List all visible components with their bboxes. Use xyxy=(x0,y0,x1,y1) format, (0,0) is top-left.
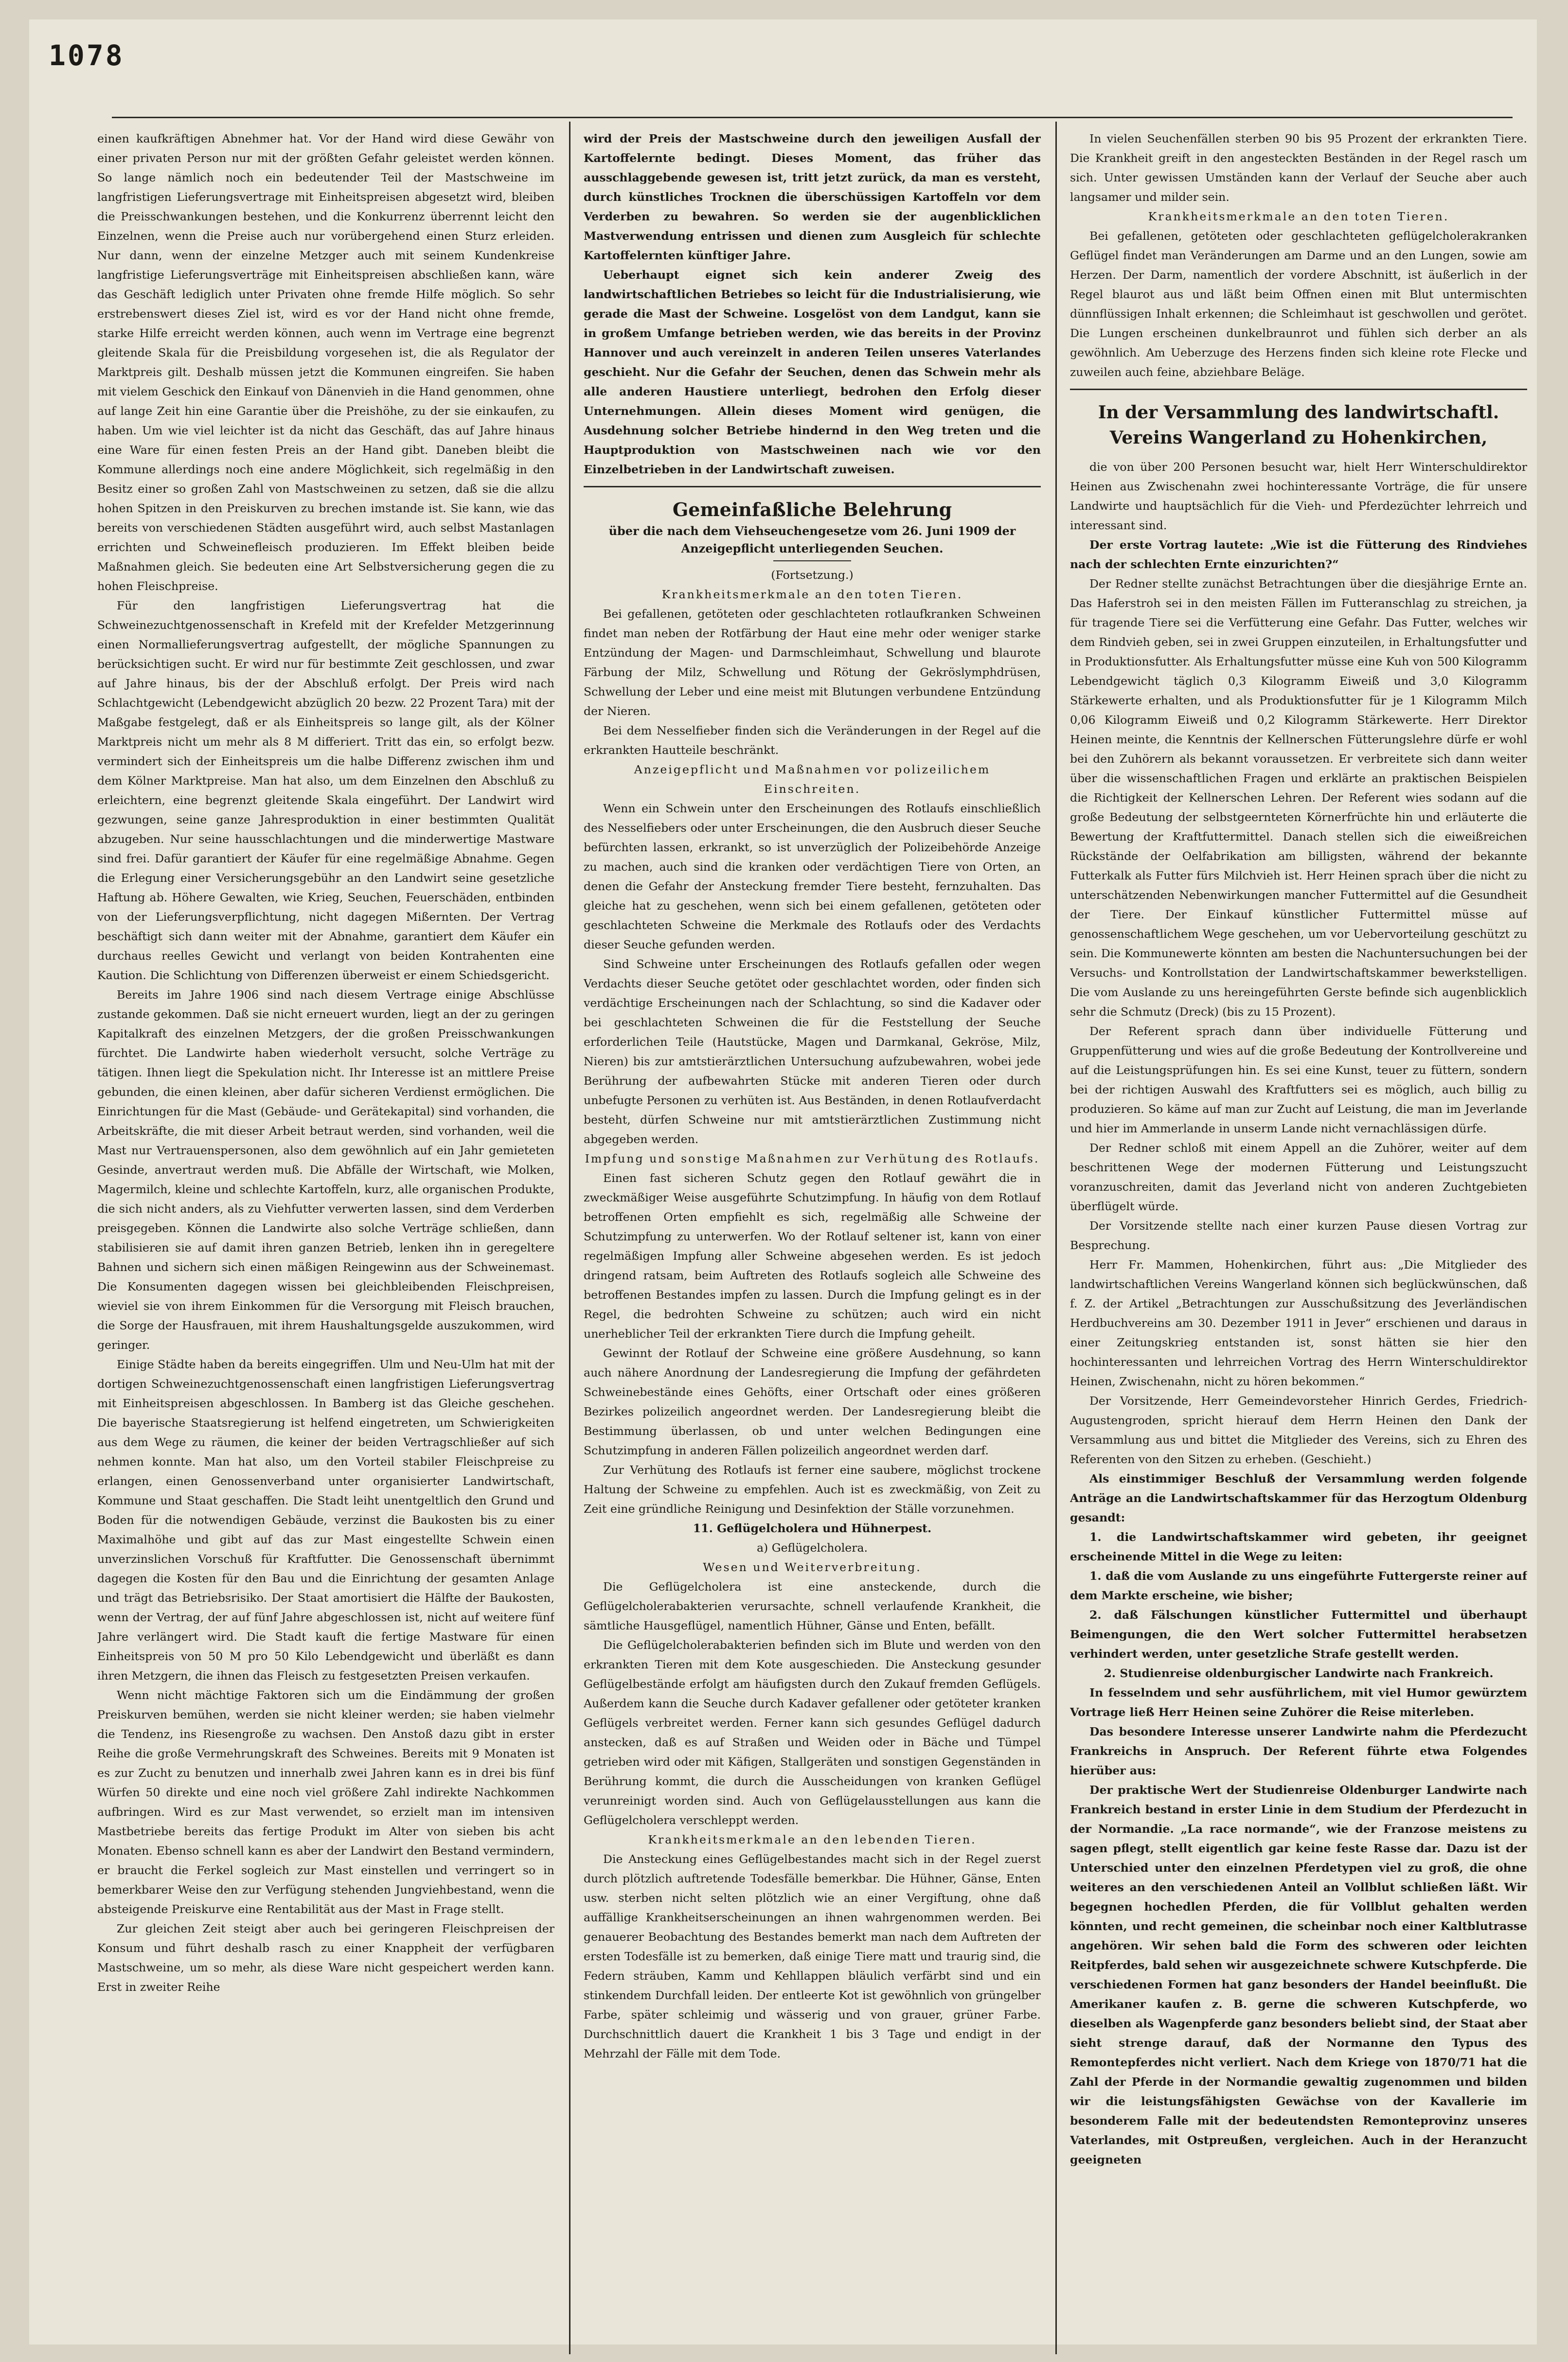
paragraph: Der erste Vortrag lautete: „Wie ist die Fütterung des Rindviehes nach der schlechten Ernte einzurichten?“ xyxy=(1070,538,1527,571)
paragraph: Für den langfristigen Lieferungsvertrag hat die Schweinezuchtgenossenschaft in Krefeld mit der Krefelder Metzgerinnung einen Normallieferungsvertrag aufgestellt, der mögliche Spannungen zu berücksichtigen sucht. Er wird nur für bestimmte Zeit geschlossen, und zwar auf Jahre hinaus, bis der der Abschluß erfolgt. Der Preis wird nach Schlachtgewicht (Lebendgewicht abzüglich 20 bezw. 22 Prozent Tara) mit der Maßgabe festgelegt, daß er als Einheitspreis so lange gilt, als der Kölner Marktpreis nicht um mehr als 8 M differiert. Tritt das ein, so erfolgt bezw. vermindert sich der Einheitspreis um die halbe Differenz zwischen ihm und dem Kölner Marktpreise. Man hat also, um dem Einzelnen den Abschluß zu erleichtern, eine begrenzt gleitende Skala eingeführt. Der Landwirt wird gezwungen, seine ganze Jahresproduktion in einer bestimmten Qualität abzugeben. Nur seine hausschlachtungen und die minderwertige Mastware sind frei. Dafür garantiert der Käufer für eine regelmäßige Abnahme. Gegen die Erlegung einer Versicherungsgebühr an den Landwirt seine gesetzliche Haftung ab. Höhere Gewalten, wie Krieg, Seuchen, Feuerschäden, entbinden von der Lieferungsverpflichtung, nicht dagegen Mißernten. Der Vertrag beschäftigt sich dann weiter mit der Abnahme, garantiert dem Käufer ein durchaus reelles Gewicht und verlangt von beiden Kontrahenten eine Kaution. Die Schlichtung von Differenzen überweist er einem Schiedsgericht. xyxy=(97,599,554,982)
paragraph: Einen fast sicheren Schutz gegen den Rotlauf gewährt die in zweckmäßiger Weise ausgeführte Schutzimpfung. In häufig von dem Rotlauf betroffenen Orten empfiehlt es sich, regelmäßig alle Schweine der Schutzimpfung zu unterwerfen. Wo der Rotlauf seltener ist, kann von einer regelmäßigen Impfung aller Schweine abgesehen werden. Es ist jedoch dringend ratsam, beim Auftreten des Rotlaufs sogleich alle Schweine des betroffenen Bestandes impfen zu lassen. Durch die Impfung gelingt es in der Regel, die bedrohten Schweine zu schützen; auch wird ein nicht unerheblicher Teil der erkrankten Tiere durch die Impfung geheilt. xyxy=(584,1171,1041,1341)
article-subheading: über die nach dem Viehseuchengesetze vom 26. Juni 1909 der Anzeigepflicht unterliegenden Seuchen. xyxy=(608,524,1016,555)
short-divider xyxy=(773,560,851,561)
continuation-note: (Fortsetzung.) xyxy=(771,568,854,582)
paragraph: Das besondere Interesse unserer Landwirte nahm die Pferdezucht Frankreichs in Anspruch. Der Referent führte etwa Folgendes hierüber aus: xyxy=(1070,1725,1527,1777)
paragraph: 1. die Landwirtschaftskammer wird gebeten, ihr geeignet erscheinende Mittel in die Wege zu leiten: xyxy=(1070,1530,1527,1563)
section-divider xyxy=(584,486,1041,487)
paragraph: Einige Städte haben da bereits eingegriffen. Ulm und Neu-Ulm hat mit der dortigen Schweinezuchtgenossenschaft einen langfristigen Lieferungsvertrag mit Einheitspreisen abgeschlossen. In Bamberg ist das Gleiche geschehen. Die bayerische Staatsregierung ist helfend eingetreten, um Schwierigkeiten aus dem Wege zu räumen, die keiner der beiden Vertragschließer auf sich nehmen konnte. Man hat also, um den Vorteil stabiler Fleischpreise zu erlangen, einen Genossenverband unter organisierter Landwirtschaft, Kommune und Staat geschaffen. Die Stadt leiht unentgeltlich den Grund und Boden für die notwendigen Gebäude, verzinst die Baukosten bis zu einer Maximalhöhe und gibt auf das zur Mast eingestellte Schwein einen unverzinslichen Vorschuß für Kraftfutter. Die Genossenschaft übernimmt dagegen die Kosten für den Bau und die Einrichtung der gesamten Anlage und trägt das Betriebsrisiko. Der Staat amortisiert die Hälfte der Baukosten, wenn der Vertrag, der auf fünf Jahre abgeschlossen ist, nicht auf weitere fünf Jahre verlängert wird. Die Stadt kauft die fertige Mastware für einen Einheitspreis von 50 M pro 50 Kilo Lebendgewicht und überläßt es dann ihren Metzgern, die ihnen das Fleisch zu festgesetzten Preisen verkaufen. xyxy=(97,1358,554,1682)
paragraph: die von über 200 Personen besucht war, hielt Herr Winterschuldirektor Heinen aus Zwischenahn zwei hochinteressante Vorträge, die für unsere Landwirte und hauptsächlich für die Vieh- und Pferdezüchter lehrreich und interessant sind. xyxy=(1070,460,1527,532)
newspaper-page xyxy=(29,19,1537,2344)
paragraph: 1. daß die vom Auslande zu uns eingeführte Futtergerste reiner auf dem Markte erscheine, wie bisher; xyxy=(1070,1569,1527,1602)
section-heading: Anzeigepflicht und Maßnahmen vor polizeilichem Einschreiten. xyxy=(634,763,991,796)
page-number: 1078 xyxy=(49,39,125,72)
section-heading: Impfung und sonstige Maßnahmen zur Verhütung des Rotlaufs. xyxy=(585,1152,1040,1165)
column-rule-2 xyxy=(1055,122,1057,2354)
column-rule-1 xyxy=(569,122,570,2354)
paragraph: Der Vorsitzende, Herr Gemeindevorsteher Hinrich Gerdes, Friedrich-Augustengroden, spricht hierauf dem Herrn Heinen den Dank der Versammlung aus und bittet die Mitglieder des Vereins, sich zu Ehren des Referenten von den Sitzen zu erheben. (Geschieht.) xyxy=(1070,1394,1527,1466)
article-heading: In der Versammlung des landwirtschaftl. Vereins Wangerland zu Hohenkirchen, xyxy=(1098,402,1499,448)
paragraph: Sind Schweine unter Erscheinungen des Rotlaufs gefallen oder wegen Verdachts dieser Seuche getötet oder geschlachtet worden, oder finden sich verdächtige Erscheinungen nach der Schlachtung, so sind die Kadaver oder bei geschlachteten Schweinen die für die Feststellung der Seuche erforderlichen Teile (Hautstücke, Magen und Darmkanal, Gekröse, Milz, Nieren) bis zur amtstierärztlichen Untersuchung aufzubewahren, wobei jede Berührung der aufbewahrten Stücke mit anderen Tieren oder durch unbefugte Personen zu verhüten ist. Aus Beständen, in denen Rotlaufverdacht besteht, dürfen Schweine nur mit amtstierärztlichen Zustimmung nicht abgegeben werden. xyxy=(584,957,1041,1146)
paragraph: Wenn ein Schwein unter den Erscheinungen des Rotlaufs einschließlich des Nesselfiebers oder unter Erscheinungen, die den Ausbruch dieser Seuche befürchten lassen, erkrankt, so ist unverzüglich der Polizeibehörde Anzeige zu machen, auch sind die kranken oder verdächtigen Tiere von Orten, an denen die Gefahr der Ansteckung fremder Tiere besteht, fernzuhalten. Das gleiche hat zu geschehen, wenn sich bei einem gefallenen, getöteten oder geschlachteten Schweine die Merkmale des Rotlaufs oder des Verdachts dieser Seuche gefunden werden. xyxy=(584,802,1041,951)
paragraph: Der praktische Wert der Studienreise Oldenburger Landwirte nach Frankreich bestand in erster Linie in dem Studium der Pferdezucht in der Normandie. „La race normande“, wie der Franzose meistens zu sagen pflegt, stellt eigentlich gar keine feste Rasse dar. Dazu ist der Unterschied unter den einzelnen Pferdetypen viel zu groß, die ohne weiteres an den verschiedenen Anteil an Vollblut schließen läßt. Wir begegnen hochedlen Pferden, die für Vollblut gehalten werden könnten, und recht gemeinen, die scheinbar noch einer Kaltblutrasse angehören. Wir sehen bald die Form des schweren oder leichten Reitpferdes, bald sehen wir ausgezeichnete schwere Kutschpferde. Die verschiedenen Formen hat ganz besonders der Handel beeinflußt. Die Amerikaner kaufen z. B. gerne die schweren Kutschpferde, wo dieselben als Wagenpferde ganz besonders beliebt sind, der Staat aber sieht strenge darauf, daß der Normanne den Typus des Remontepferdes nicht verliert. Nach dem Kriege von 1870/71 hat die Zahl der Pferde in der Normandie gewaltig zugenommen und bilden wir die leistungsfähigsten Gewächse von der Kavallerie im besonderem Falle mit der bedeutendsten Remonteprovinz unseres Vaterlandes, mit Ostpreußen, vergleichen. Auch in der Heranzucht geeigneten xyxy=(1070,1783,1527,2166)
paragraph: einen kaufkräftigen Abnehmer hat. Vor der Hand wird diese Gewähr von einer privaten Person nur mit der größten Gefahr geleistet werden können. So lange nämlich noch ein bedeutender Teil der Mastschweine im langfristigen Lieferungsvertrage mit Einheitspreisen abgesetzt wird, bleiben die Preisschwankungen bestehen, und die Konkurrenz überrennt leicht den Einzelnen, wenn die Preise auch nur vorübergehend einen Sturz erleiden. Nur dann, wenn der einzelne Metzger auch mit seinem Kundenkreise langfristige Lieferungsverträge mit Einheitspreisen abschließen kann, wäre das Geschäft lediglich unter Privaten ohne fremde Hilfe möglich. So sehr erstrebenswert dieses Ziel ist, wird es vor der Hand nicht ohne fremde, starke Hilfe erreicht werden können, auch wenn im Vertrage eine begrenzt gleitende Skala für die Preisbildung vorgesehen ist, die als Regulator der Marktpreis gilt. Deshalb müssen jetzt die Kommunen eingreifen. Sie haben mit vielem Geschick den Einkauf von Dänenvieh in die Hand genommen, ohne auf lange Zeit hin eine Garantie über die Preishöhe, zu der sie einkaufen, zu haben. Um wie viel leichter ist da nicht das Geschäft, das auf Jahre hinaus eine Ware für einen festen Preis an der Hand gibt. Daneben bleibt die Kommune allerdings noch eine andere Möglichkeit, sich regelmäßig in den Besitz einer so großen Zahl von Mastschweinen zu setzen, daß sie die allzu hohen Spitzen in den Preiskurven zu brechen imstande ist. Sie kann, wie das bereits von verschiedenen Städten ausgeführt wird, auch selbst Mastanlagen errichten und Schweinefleisch produzieren. Im Effekt bleiben beide Maßnahmen gleich. Sie bedeuten eine Art Selbstversicherung gegen die zu hohen Fleischpreise. xyxy=(97,132,554,593)
paragraph: Gewinnt der Rotlauf der Schweine eine größere Ausdehnung, so kann auch nähere Anordnung der Landesregierung die Impfung der gefährdeten Schweinebestände eines Gehöfts, einer Ortschaft oder eines größeren Bezirkes polizeilich angeordnet werden. Der Landesregierung bleibt die Bestimmung überlassen, ob und unter welchen Bedingungen eine Schutzimpfung in anderen Fällen polizeilich angeordnet werden darf. xyxy=(584,1346,1041,1457)
paragraph: Der Redner schloß mit einem Appell an die Zuhörer, weiter auf dem beschrittenen Wege der modernen Fütterung und Leistungszucht voranzuschreiten, damit das Jeverland nicht von anderen Zuchtgebieten überflügelt würde. xyxy=(1070,1141,1527,1213)
article-heading: Gemeinfaßliche Belehrung xyxy=(672,499,952,520)
header-rule xyxy=(112,117,1513,118)
paragraph: wird der Preis der Mastschweine durch den jeweiligen Ausfall der Kartoffelernte bedingt. Dieses Moment, das früher das ausschlaggebende gewesen ist, tritt jetzt zurück, da man es versteht, durch künstliches Trocknen die überschüssigen Kartoffeln vor dem Verderben zu bewahren. So werden sie der augenblicklichen Mastverwendung entrissen und dienen zum Ausgleich für schlechte Kartoffelernten künftiger Jahre. xyxy=(584,132,1041,262)
column-1 xyxy=(97,129,554,2347)
paragraph: Herr Fr. Mammen, Hohenkirchen, führt aus: „Die Mitglieder des landwirtschaftlichen Vereins Wangerland können sich beglückwünschen, daß f. Z. der Artikel „Betrachtungen zur Ausschußsitzung des Jeverländischen Herdbuchvereins am 30. Dezember 1911 in Jever“ erschienen und daraus in einer Zeitungskrieg entstanden ist, sonst hätten sie hier den hochinteressanten und lehrreichen Vortrag des Herrn Winterschuldirektor Heinen, Zwischenahn, nicht zu hören bekommen.“ xyxy=(1070,1258,1527,1388)
paragraph: Bei gefallenen, getöteten oder geschlachteten geflügelcholerakranken Geflügel findet man Veränderungen am Darme und an den Lungen, sowie am Herzen. Der Darm, namentlich der vordere Abschnitt, ist äußerlich in der Regel blaurot aus und läßt beim Offnen einen mit Blut untermischten dünnflüssigen Inhalt erkennen; die Schleimhaut ist geschwollen und gerötet. Die Lungen erscheinen dunkelbraunrot und fühlen sich derber an als gewöhnlich. Am Ueberzuge des Herzens finden sich kleine rote Flecke und zuweilen auch feine, abziehbare Beläge. xyxy=(1070,229,1527,379)
paragraph: 2. daß Fälschungen künstlicher Futtermittel und überhaupt Beimengungen, die den Wert solcher Futtermittel herabsetzen verhindert werden, unter gesetzliche Strafe gestellt werden. xyxy=(1070,1608,1527,1661)
paragraph: Die Ansteckung eines Geflügelbestandes macht sich in der Regel zuerst durch plötzlich auftretende Todesfälle bemerkbar. Die Hühner, Gänse, Enten usw. sterben nicht selten plötzlich wie an einer Vergiftung, ohne daß auffällige Krankheitserscheinungen an ihnen wahrgenommen werden. Bei genauerer Beobachtung des Bestandes bemerkt man nach dem Auftreten der ersten Todesfälle ist zu bemerken, daß einige Tiere matt und traurig sind, die Federn sträuben, Kamm und Kehllappen bläulich verfärbt sind und ein stinkendem Durchfall leiden. Der entleerte Kot ist gewöhnlich von grüngelber Farbe, später schleimig und wässerig und von grauer, grüner Farbe. Durchschnittlich dauert die Krankheit 1 bis 3 Tage und endigt in der Mehrzahl der Fälle mit dem Tode. xyxy=(584,1852,1041,2060)
paragraph: Zur gleichen Zeit steigt aber auch bei geringeren Fleischpreisen der Konsum und führt deshalb rasch zu einer Knappheit der verfügbaren Mastschweine, um so mehr, als diese Ware nicht gespeichert werden kann. Erst in zweiter Reihe xyxy=(97,1922,554,1994)
paragraph: Die Geflügelcholerabakterien befinden sich im Blute und werden von den erkrankten Tieren mit dem Kote ausgeschieden. Die Ansteckung gesunder Geflügelbestände erfolgt am häufigsten durch den Zukauf fremden Geflügels. Außerdem kann die Seuche durch Kadaver gefallener oder getöteter kranken Geflügels verbreitet werden. Ferner kann sich gesundes Geflügel dadurch anstecken, daß es auf Straßen und Weiden oder in Bäche und Tümpel getrieben wird oder mit Käfigen, Stallgeräten und sonstigen Gegenständen in Berührung kommt, die durch die Ausscheidungen von kranken Geflügel verunreinigt worden sind. Auch von Geflügelausstellungen aus kann die Geflügelcholera verschleppt werden. xyxy=(584,1638,1041,1827)
section-heading: Krankheitsmerkmale an den lebenden Tieren. xyxy=(648,1833,977,1846)
section-number-heading: 2. Studienreise oldenburgischer Landwirte nach Frankreich. xyxy=(1104,1666,1494,1680)
paragraph: Bereits im Jahre 1906 sind nach diesem Vertrage einige Abschlüsse zustande gekommen. Daß sie nicht erneuert wurden, liegt an der zu geringen Kapitalkraft des einzelnen Metzgers, der die großen Preisschwankungen fürchtet. Die Landwirte haben wiederholt versucht, solche Verträge zu tätigen. Ihnen liegt die Spekulation nicht. Ihr Interesse ist an mittlere Preise gebunden, die einen kleinen, aber dafür sicheren Verdienst ermöglichen. Die Einrichtungen für die Mast (Gebäude- und Gerätekapital) sind vorhanden, die Arbeitskräfte, die mit dieser Arbeit betraut werden, sind vorhanden, weil die Mast nur Vertrauenspersonen, also dem gewöhnlich auf ein Jahr gemieteten Gesinde, anvertraut werden muß. Die Abfälle der Wirtschaft, wie Molken, Magermilch, kleine und schlechte Kartoffeln, kurz, alle organischen Produkte, die sich nicht anders, als zu Viehfutter verwerten lassen, sind dem Verderben preisgegeben. Können die Landwirte also solche Verträge schließen, dann stabilisieren sie auf damit ihren ganzen Betrieb, lenken ihn in geregeltere Bahnen und sichern sich einen mäßigen Reingewinn aus der Schweinemast. Die Konsumenten dagegen wissen bei gleichbleibenden Fleischpreisen, wieviel sie von ihrem Einkommen für die Versorgung mit Fleisch brauchen, die Sorge der Hausfrauen, mit ihrem Haushaltungsgelde auszukommen, wird geringer. xyxy=(97,988,554,1352)
paragraph: Bei dem Nesselfieber finden sich die Veränderungen in der Regel auf die erkrankten Hautteile beschränkt. xyxy=(584,724,1041,757)
column-3 xyxy=(1070,129,1527,2347)
paragraph: Als einstimmiger Beschluß der Versammlung werden folgende Anträge an die Landwirtschaftskammer für das Herzogtum Oldenburg gesandt: xyxy=(1070,1472,1527,1524)
column-2 xyxy=(584,129,1041,2347)
paragraph: Die Geflügelcholera ist eine ansteckende, durch die Geflügelcholerabakterien verursachte, schnell verlaufende Krankheit, die sämtliche Hausgeflügel, namentlich Hühner, Gänse und Enten, befällt. xyxy=(584,1580,1041,1632)
paragraph: Zur Verhütung des Rotlaufs ist ferner eine saubere, möglichst trockene Haltung der Schweine zu empfehlen. Auch ist es zweckmäßig, von Zeit zu Zeit eine gründliche Reinigung und Desinfektion der Ställe vorzunehmen. xyxy=(584,1463,1041,1516)
paragraph: In fesselndem und sehr ausführlichem, mit viel Humor gewürztem Vortrage ließ Herr Heinen seine Zuhörer die Reise miterleben. xyxy=(1070,1686,1527,1719)
paragraph: Wenn nicht mächtige Faktoren sich um die Eindämmung der großen Preiskurven bemühen, werden sie nicht kleiner werden; sie haben vielmehr die Tendenz, ins Riesengroße zu wachsen. Den Anstoß dazu gibt in erster Reihe die große Vermehrungskraft des Schweines. Bereits mit 9 Monaten ist es zur Zucht zu benutzen und innerhalb zwei Jahren kann es in drei bis fünf Würfen 50 direkte und eine noch viel größere Zahl indirekte Nachkommen aufbringen. Wird es zur Mast verwendet, so erzielt man im intensiven Mastbetriebe bereits das fertige Produkt im Alter von sieben bis acht Monaten. Ebenso schnell kann es aber der Landwirt den Bestand vermindern, er braucht die Ferkel sogleich zur Mast einstellen und verringert so in bemerkbarer Weise den zur Verfügung stehenden Jungviehbestand, wenn die absteigende Preiskurve eine Rentabilität aus der Mast in Frage stellt. xyxy=(97,1688,554,1916)
paragraph: Ueberhaupt eignet sich kein anderer Zweig des landwirtschaftlichen Betriebes so leicht für die Industrialisierung, wie gerade die Mast der Schweine. Losgelöst von dem Landgut, kann sie in großem Umfange betrieben werden, wie das bereits in der Provinz Hannover und auch vereinzelt in anderen Teilen unseres Vaterlandes geschieht. Nur die Gefahr der Seuchen, denen das Schwein mehr als alle anderen Haustiere unterliegt, bedrohen den Erfolg dieser Unternehmungen. Allein dieses Moment wird genügen, die Ausdehnung solcher Betriebe hindernd in den Weg treten und die Hauptproduktion von Mastschweinen nach wie vor den Einzelbetrieben in der Landwirtschaft zuweisen. xyxy=(584,268,1041,476)
section-heading: Krankheitsmerkmale an den toten Tieren. xyxy=(1148,210,1449,223)
section-heading: Wesen und Weiterverbreitung. xyxy=(703,1560,922,1574)
section-heading: Krankheitsmerkmale an den toten Tieren. xyxy=(661,588,963,601)
paragraph: Der Redner stellte zunächst Betrachtungen über die diesjährige Ernte an. Das Haferstroh sei in den meisten Fällen im Futteranschlag zu streichen, ja für tragende Tiere sei die Verfütterung eine Gefahr. Das Futter, welches wir dem Rindvieh geben, sei in zwei Gruppen einzuteilen, in Erhaltungsfutter und in Produktionsfutter. Als Erhaltungsfutter müsse eine Kuh von 500 Kilogramm Lebendgewicht täglich 0,3 Kilogramm Eiweiß und 3,0 Kilogramm Stärkewerte erhalten, und als Produktionsfutter für je 1 Kilogramm Milch 0,06 Kilogramm Eiweiß und 0,2 Kilogramm Stärkewerte. Herr Direktor Heinen meinte, die Kenntnis der Kellnerschen Fütterungslehre dürfe er wohl bei den Zuhörern als bekannt voraussetzen. Er verbreitete sich dann weiter über die wissenschaftlichen Fragen und erklärte an praktischen Beispielen die Richtigkeit der Kellnerschen Lehren. Der Referent wies sodann auf die große Bedeutung der selbstgeernteten Körnerfrüchte hin und erläuterte die Bewertung der Kraftfuttermittel. Danach stellen sich die eiweißreichen Rückstände der Oelfabrikation am billigsten, während der bekannte Futterkalk als Futter fürs Milchvieh ist. Herr Heinen sprach über die nicht zu unterschätzenden Nebenwirkungen mancher Futtermittel auf die Gesundheit der Tiere. Der Einkauf künstlicher Futtermittel müsse auf genossenschaftlichem Wege geschehen, um vor Uebervorteilung geschützt zu sein. Die Kommunewerte könnten am besten die Nachuntersuchungen bei der Versuchs- und Kontrollstation der Landwirtschaftskammer bewerkstelligen. Die vom Auslande zu uns hereingeführten Gerste befinde sich augenblicklich sehr die Schmutz (Dreck) (bis zu 15 Prozent). xyxy=(1070,577,1527,1019)
section-number-heading: 11. Geflügelcholera und Hühnerpest. xyxy=(693,1521,932,1535)
paragraph: In vielen Seuchenfällen sterben 90 bis 95 Prozent der erkrankten Tiere. Die Krankheit greift in den angesteckten Beständen in der Regel rasch um sich. Unter gewissen Umständen kann der Verlauf der Seuche aber auch langsamer und milder sein. xyxy=(1070,132,1527,204)
paragraph: Bei gefallenen, getöteten oder geschlachteten rotlaufkranken Schweinen findet man neben der Rotfärbung der Haut eine mehr oder weniger starke Entzündung der Magen- und Darmschleimhaut, Schwellung und blaurote Färbung der Milz, Schwellung und Rötung der Gekröslymphdrüsen, Schwellung der Leber und eine meist mit Blutungen verbundene Entzündung der Nieren. xyxy=(584,607,1041,718)
paragraph: Der Referent sprach dann über individuelle Fütterung und Gruppenfütterung und wies auf die große Bedeutung der Kontrollvereine und auf die Leistungsprüfungen hin. Es sei eine Kunst, teuer zu füttern, sondern bei der richtigen Auswahl des Kraftfutters sei es möglich, auch billig zu produzieren. So käme auf man zur Zucht auf Leistung, die man im Jeverlande und hier im Ammerlande in unserm Lande nicht vernachlässigen dürfe. xyxy=(1070,1024,1527,1135)
paragraph: Der Vorsitzende stellte nach einer kurzen Pause diesen Vortrag zur Besprechung. xyxy=(1070,1219,1527,1252)
section-divider xyxy=(1070,389,1527,390)
subsection-heading: a) Geflügelcholera. xyxy=(756,1541,868,1555)
